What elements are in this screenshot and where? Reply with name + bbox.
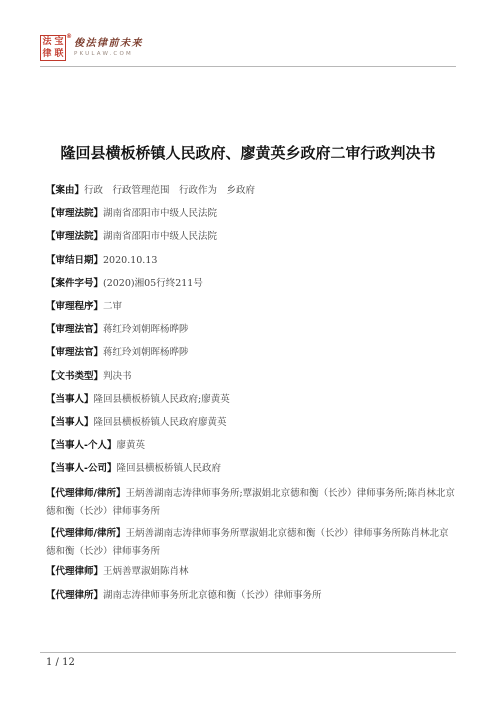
page-indicator: 1 / 12 (46, 657, 75, 668)
header-divider (40, 66, 456, 67)
seal-char: 律 (42, 49, 52, 59)
field-value: 隆回县横板桥镇人民政府廖黄英 (93, 416, 227, 428)
field-label: 【代理律所】 (46, 589, 104, 601)
seal-char: 联 (54, 49, 64, 59)
field-label: 【审理法官】 (46, 324, 104, 336)
field-court (46, 230, 456, 244)
field-value: 行政 行政管理范围 行政作为 乡政府 (84, 185, 256, 196)
field-value: 二审 (103, 300, 123, 312)
field-label: 【当事人】 (46, 393, 94, 405)
field-judges (46, 323, 456, 337)
field-value: 湖南省邵阳市中级人民法院 (103, 208, 218, 220)
field-label: 【审理程序】 (46, 300, 104, 312)
field-date (46, 254, 456, 268)
field-label: 【当事人-个人】 (46, 440, 117, 452)
field-label: 【文书类型】 (46, 370, 104, 382)
field-value: 廖黄英 (116, 440, 145, 452)
field-value: 王炳善覃淑娟陈肖林 (103, 566, 189, 578)
field-value: (2020)湘05行终211号 (103, 277, 203, 289)
field-label: 【审理法官】 (46, 347, 104, 359)
field-value: 湖南省邵阳市中级人民法院 (103, 231, 218, 243)
seal-char: 法 (42, 37, 52, 47)
field-label: 【代理律师/律所】 (46, 528, 126, 540)
field-label: 【代理律师】 (46, 566, 104, 578)
field-value: 判决书 (103, 370, 132, 382)
field-label: 【审结日期】 (46, 254, 104, 266)
field-court (46, 207, 456, 221)
field-doc-type (46, 370, 456, 384)
seal-icon (40, 33, 72, 61)
field-label: 【当事人】 (46, 416, 94, 428)
brand-text (74, 38, 143, 58)
field-value: 王炳善湖南志涛律师事务所;覃淑娟北京德和衡（长沙）律师事务所;陈肖林北京德和衡（长沙）律师事务所 (46, 488, 455, 518)
field-value: 蒋红玲刘朝晖杨晔陟 (103, 347, 189, 359)
field-label: 【案由】 (46, 185, 85, 196)
footer-divider (40, 652, 456, 653)
document-title: 隆回县横板桥镇人民政府、廖黄英乡政府二审行政判决书 (60, 144, 436, 162)
field-party-individual (46, 439, 456, 453)
field-judges (46, 346, 456, 360)
field-lawyers-firms (46, 485, 456, 521)
field-party-company (46, 462, 456, 476)
field-value: 隆回县横板桥镇人民政府 (116, 463, 221, 475)
case-metadata (46, 184, 456, 612)
field-label: 【当事人-公司】 (46, 463, 117, 475)
field-value: 王炳善湖南志涛律师事务所覃淑娟北京德和衡（长沙）律师事务所陈肖林北京德和衡（长沙）律师事务所 (46, 528, 449, 558)
field-label: 【审理法院】 (46, 208, 104, 220)
seal-char: 宝 (54, 37, 64, 47)
field-label: 【案件字号】 (46, 277, 104, 289)
pkulaw-logo (40, 33, 143, 63)
field-procedure (46, 300, 456, 314)
field-label: 【审理法院】 (46, 231, 104, 243)
brand-name: 俊法律前未来 (74, 38, 143, 49)
field-parties (46, 393, 456, 407)
field-value: 2020.10.13 (103, 254, 158, 266)
field-case-number (46, 277, 456, 291)
field-value: 蒋红玲刘朝晖杨晔陟 (103, 324, 189, 336)
field-label: 【代理律师/律所】 (46, 488, 126, 500)
field-cause (46, 184, 456, 198)
field-lawyers-firms (46, 525, 456, 561)
field-law-firms (46, 589, 456, 603)
field-value: 隆回县横板桥镇人民政府;廖黄英 (93, 393, 230, 405)
field-parties (46, 416, 456, 430)
registered-mark-icon: ® (66, 33, 72, 40)
brand-url: PKULAW.COM (74, 51, 133, 57)
field-value: 湖南志涛律师事务所北京德和衡（长沙）律师事务所 (103, 589, 322, 601)
field-lawyers (46, 565, 456, 579)
